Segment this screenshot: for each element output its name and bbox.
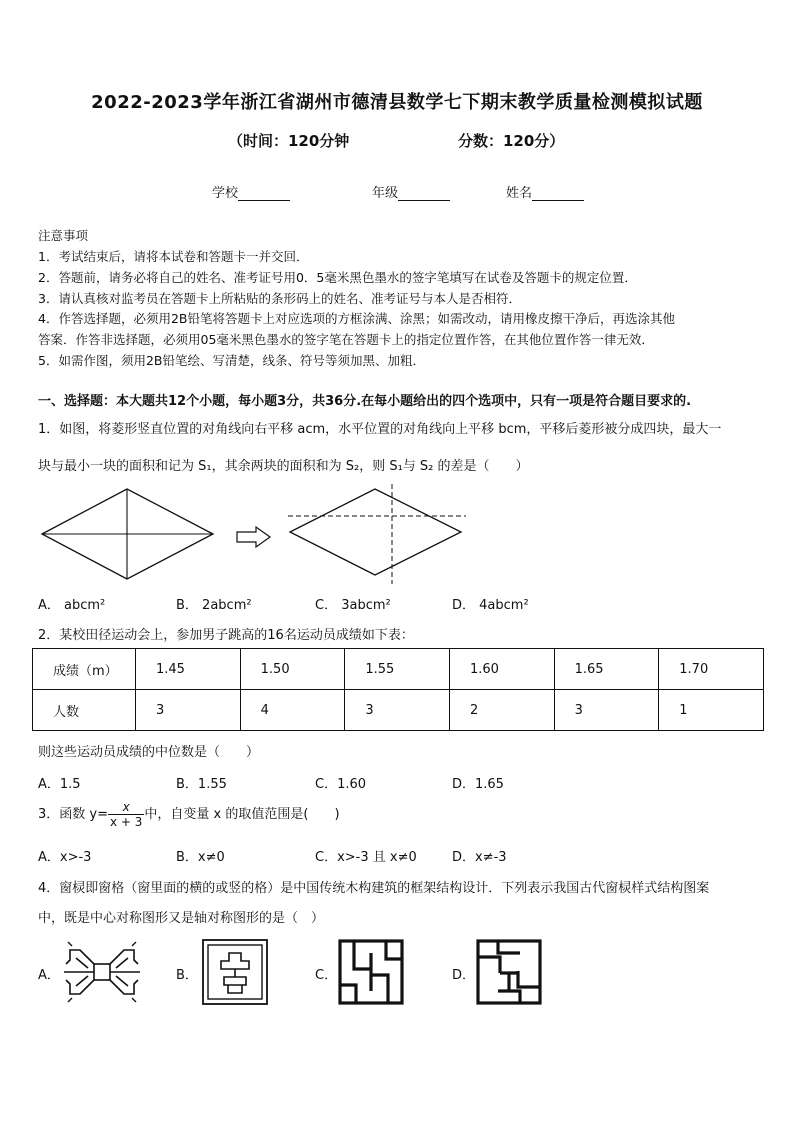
q3-option-c[interactable]: C．x>-3 且 x≠0	[315, 850, 417, 865]
q3-option-b[interactable]: B．x≠0	[176, 850, 225, 865]
table-cell: 3	[345, 690, 450, 731]
q1-stem-line2: 块与最小一块的面积和记为 S₁，其余两块的面积和为 S₂，则 S₁与 S₂ 的差是（ ）	[38, 459, 529, 474]
q3-fraction	[108, 800, 144, 829]
q4-option-a[interactable]: A．	[38, 968, 60, 983]
q2-stem: 2．某校田径运动会上，参加男子跳高的16名运动员成绩如下表：	[38, 628, 414, 643]
school-blank	[238, 188, 290, 201]
q4-option-c[interactable]: C．	[315, 968, 338, 983]
table-cell: 1	[659, 690, 764, 731]
rhombus-translated	[290, 489, 461, 575]
lattice-pattern-a-icon	[62, 938, 142, 1006]
q4-option-b[interactable]: B．	[176, 968, 198, 983]
rhombus-figures	[30, 484, 490, 584]
fraction-numerator: x	[108, 800, 144, 815]
note-item: 1．考试结束后，请将本试卷和答题卡一并交回．	[38, 249, 309, 264]
name-blank	[532, 188, 584, 201]
q3-prefix: 3．函数 y=	[38, 807, 108, 822]
table-cell: 2	[449, 690, 554, 731]
row-label: 成绩（m）	[33, 649, 136, 690]
table-cell: 1.55	[345, 649, 450, 690]
q1-stem-line1: 1．如图，将菱形竖直位置的对角线向右平移 acm，水平位置的对角线向上平移 bcm，平移后菱形被分成四块，最大一	[38, 422, 722, 437]
q1-option-d[interactable]: D． 4abcm²	[452, 598, 529, 613]
scores-table	[32, 648, 764, 731]
q3-stem	[38, 800, 340, 829]
table-row	[33, 690, 764, 731]
name-field	[506, 182, 584, 201]
lattice-pattern-c-icon	[338, 939, 404, 1005]
note-item: 答案．作答非选择题，必须用05毫米黑色墨水的签字笔在答题卡上的指定位置作答，在其他位置作答一律无效．	[38, 332, 654, 347]
grade-blank	[398, 188, 450, 201]
notes-heading: 注意事项	[38, 228, 89, 243]
q4-option-d[interactable]: D．	[452, 968, 476, 983]
note-item: 5．如需作图，须用2B铅笔绘、写清楚，线条、符号等须加黑、加粗．	[38, 353, 425, 368]
table-cell: 3	[554, 690, 659, 731]
note-item: 2．答题前，请务必将自己的姓名、准考证号用0．5毫米黑色墨水的签字笔填写在试卷及答题卡的规定位置．	[38, 270, 637, 285]
q2-option-b[interactable]: B．1.55	[176, 777, 227, 792]
table-cell: 1.60	[449, 649, 554, 690]
grade-field	[372, 182, 450, 201]
exam-score: 分数：120分）	[458, 132, 565, 150]
table-cell: 1.45	[136, 649, 241, 690]
grade-label: 年级	[372, 186, 399, 201]
right-arrow-icon	[237, 527, 270, 547]
note-item: 3．请认真核对监考员在答题卡上所粘贴的条形码上的姓名、准考证号与本人是否相符．	[38, 291, 521, 306]
school-field	[212, 182, 290, 201]
table-cell: 3	[136, 690, 241, 731]
section-heading: 一、选择题：本大题共12个小题，每小题3分，共36分.在每小题给出的四个选项中，只有一项是符合题目要求的.	[38, 394, 692, 409]
name-label: 姓名	[506, 186, 533, 201]
q4-stem-line1: 4．窗棂即窗格（窗里面的横的或竖的格）是中国传统木构建筑的框架结构设计．下列表示我国古代窗棂样式结构图案	[38, 881, 710, 896]
page-title: 2022-2023学年浙江省湖州市德清县数学七下期末教学质量检测模拟试题	[91, 92, 703, 113]
lattice-pattern-d-icon	[476, 939, 542, 1005]
q2-option-c[interactable]: C．1.60	[315, 777, 367, 792]
table-cell: 1.50	[240, 649, 345, 690]
row-label: 人数	[33, 690, 136, 731]
q2-question: 则这些运动员成绩的中位数是（ ）	[38, 745, 260, 760]
q2-option-d[interactable]: D．1.65	[452, 777, 504, 792]
q4-stem-line2: 中，既是中心对称图形又是轴对称图形的是（ ）	[38, 911, 325, 926]
q3-suffix: 中，自变量 x 的取值范围是( )	[144, 807, 340, 822]
q1-option-b[interactable]: B． 2abcm²	[176, 598, 252, 613]
exam-time: （时间：120分钟	[228, 132, 350, 150]
table-cell: 1.65	[554, 649, 659, 690]
q1-option-c[interactable]: C． 3abcm²	[315, 598, 391, 613]
fraction-denominator: x + 3	[110, 815, 143, 829]
q2-option-a[interactable]: A．1.5	[38, 777, 81, 792]
table-row	[33, 649, 764, 690]
note-item: 4．作答选择题，必须用2B铅笔将答题卡上对应选项的方框涂满、涂黑；如需改动，请用橡皮擦干净后，再选涂其他	[38, 311, 675, 326]
q3-option-d[interactable]: D．x≠-3	[452, 850, 507, 865]
q1-option-a[interactable]: A． abcm²	[38, 598, 106, 613]
school-label: 学校	[212, 186, 239, 201]
lattice-pattern-b-icon	[202, 939, 268, 1005]
q3-option-a[interactable]: A．x>-3	[38, 850, 92, 865]
table-cell: 4	[240, 690, 345, 731]
table-cell: 1.70	[659, 649, 764, 690]
